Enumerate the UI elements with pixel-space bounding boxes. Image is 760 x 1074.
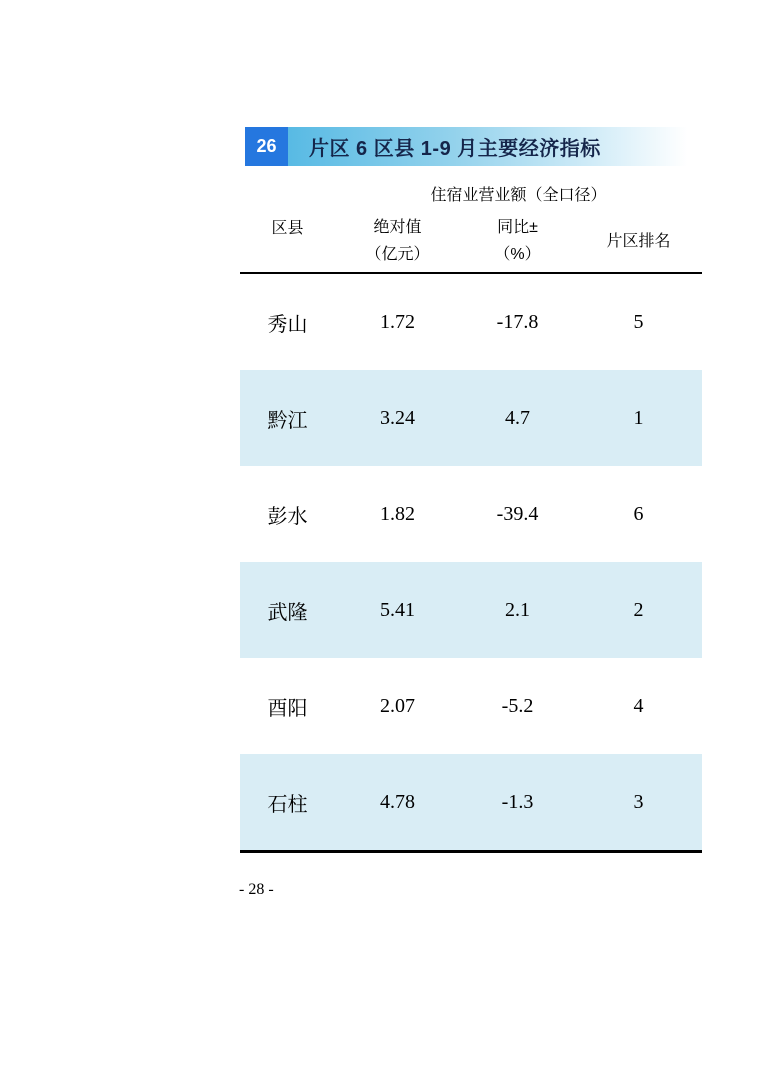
district-name: 黔江 xyxy=(267,409,308,432)
yoy-cell: 4.7 xyxy=(505,406,530,429)
rank-cell: 3 xyxy=(633,790,644,813)
value-cell: 1.82 xyxy=(380,502,415,525)
rank-cell: 1 xyxy=(633,406,644,429)
section-title-bar xyxy=(288,127,700,166)
yoy-cell: -5.2 xyxy=(501,694,534,717)
statistics-table xyxy=(240,186,702,853)
district-name: 彭水 xyxy=(267,505,308,528)
table-column-headers xyxy=(240,210,702,274)
yoy-cell: 2.1 xyxy=(505,598,530,621)
value-cell: 4.78 xyxy=(380,790,415,813)
table-body xyxy=(240,274,702,853)
section-number-badge: 26 xyxy=(245,127,288,166)
rank-cell: 4 xyxy=(633,694,644,717)
yoy-cell: -17.8 xyxy=(496,310,539,333)
district-name: 酉阳 xyxy=(267,697,308,720)
yoy-cell: -39.4 xyxy=(496,502,539,525)
yoy-cell: -1.3 xyxy=(501,790,534,813)
section-header-bar xyxy=(245,127,700,166)
rank-cell: 5 xyxy=(633,310,644,333)
table-row xyxy=(240,562,702,658)
value-cell: 2.07 xyxy=(380,694,415,717)
column-header-value-unit: （亿元） xyxy=(365,246,430,263)
column-header-yoy-unit: （%） xyxy=(494,246,541,263)
column-header-yoy xyxy=(460,210,575,272)
column-header-rank xyxy=(575,210,702,272)
value-cell: 5.41 xyxy=(380,598,415,621)
value-cell: 3.24 xyxy=(380,406,415,429)
rank-cell: 2 xyxy=(633,598,644,621)
table-row xyxy=(240,658,702,754)
district-name: 秀山 xyxy=(267,313,308,336)
table-row xyxy=(240,370,702,466)
table-row xyxy=(240,274,702,370)
value-cell: 1.72 xyxy=(380,310,415,333)
rank-cell: 6 xyxy=(633,502,644,525)
district-name: 石柱 xyxy=(267,793,308,816)
column-header-value-label: 绝对值 xyxy=(373,219,422,236)
page-number: - 28 - xyxy=(239,881,274,898)
column-header-district xyxy=(240,210,335,272)
table-row xyxy=(240,754,702,850)
column-header-district-label: 区县 xyxy=(271,220,304,237)
district-name: 武隆 xyxy=(267,601,308,624)
section-title: 片区 6 区县 1-9 月主要经济指标 xyxy=(309,138,601,160)
column-header-rank-label: 片区排名 xyxy=(606,232,671,250)
column-header-yoy-label: 同比± xyxy=(497,219,538,236)
column-header-value xyxy=(335,210,460,272)
table-span-header: 住宿业营业额（全口径） xyxy=(430,187,607,204)
table-row xyxy=(240,466,702,562)
